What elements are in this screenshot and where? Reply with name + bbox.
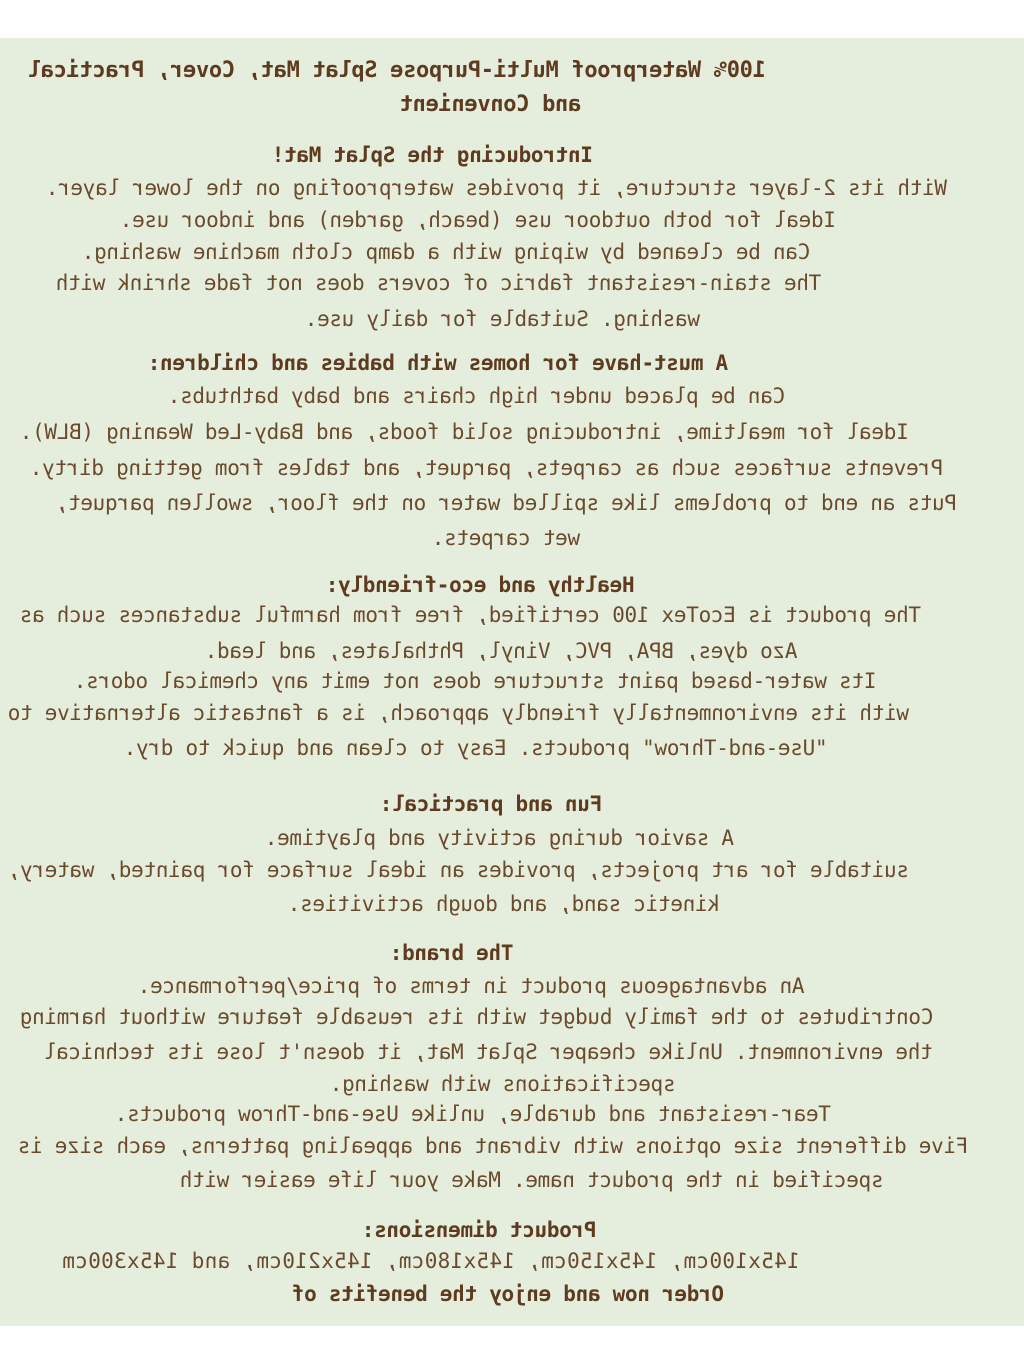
intro-line-2: Ideal for both outdoor use (beach, garden) and indoor use. [120,208,836,232]
musthave-line-1: Can be placed under high chairs and baby bathtubs. [168,384,786,408]
healthy-line-4: with its environmentally friendly approach, is a fantastic alternative to [8,701,910,725]
healthy-line-3: Its water-based paint structure does not emit any chemical odors. [74,669,877,693]
intro-line-1: With its 2-layer structure, it provides waterproofing on the lower layer. [46,176,948,200]
healthy-line-5: "Use-and-Throw" products. Easy to clean and quick to dry. [124,736,828,760]
healthy-line-1: The product is EcoTex 100 certified, free from harmful substances such as [20,603,922,627]
dimensions-sizes: 145x100cm, 145x150cm, 145x180cm, 145x210cm, and 145x300cm [62,1249,800,1273]
brand-line-5: Tear-resistant and durable, unlike Use-and-Throw products. [115,1102,831,1126]
brand-line-1: An advantageous product in terms of price/performance. [138,974,805,998]
title-line-2: and Convenient [400,92,582,117]
intro-heading: Introducing the Splat Mat! [272,143,593,167]
musthave-line-4: Puts an end to problems like spilled water on the floor, swollen parquet, [56,491,958,515]
fun-line-1: A savior during activity and playtime. [265,826,735,850]
brand-line-2: Contributes to the family budget with its reusable feature without harming [20,1005,934,1029]
brand-heading: The brand: [390,941,514,965]
title-line-1: 100% Waterproof Multi-Purpose Splat Mat, Cover, Practical [28,58,766,83]
healthy-line-2: Azo dyes, BPA, PVC, Vinyl, Phthalates, and lead. [205,639,798,663]
musthave-heading: A must-have for homes with babies and children: [148,351,729,375]
intro-line-3: Can be cleaned by wiping with a damp cloth machine washing. [82,240,811,264]
musthave-line-2: Ideal for mealtime, introducing solid foods, and Baby-Led Weaning (BLW). [20,420,909,444]
fun-heading: Fun and practical: [380,792,603,816]
brand-line-3: the environment. Unlike cheaper Splat Mat, it doesn't lose its technical [44,1040,933,1064]
fun-line-3: kinetic sand, and dough activities. [288,892,721,916]
musthave-line-3: Prevents surfaces such as carpets, parquet, and tables from getting dirty. [30,456,944,480]
brand-line-4: specifications with washing. [330,1072,676,1096]
musthave-line-5: wet carpets. [432,526,581,550]
brand-line-7: specified in the product name. Make your life easier with [180,1168,884,1192]
dimensions-heading: Product dimensions: [362,1218,597,1242]
intro-line-4: The stain-resistant fabric of covers does not fade shrink with [56,271,822,295]
closing-line: Order now and enjoy the benefits of [292,1282,725,1306]
fun-line-2: suitable for art projects, provides an ideal surface for painted, watery, [8,858,910,882]
healthy-heading: Healthy and eco-friendly: [326,573,635,597]
brand-line-6: Five different size options with vibrant and appealing patterns, each size is [18,1134,969,1158]
intro-line-5: washing. Suitable for daily use. [305,307,700,331]
